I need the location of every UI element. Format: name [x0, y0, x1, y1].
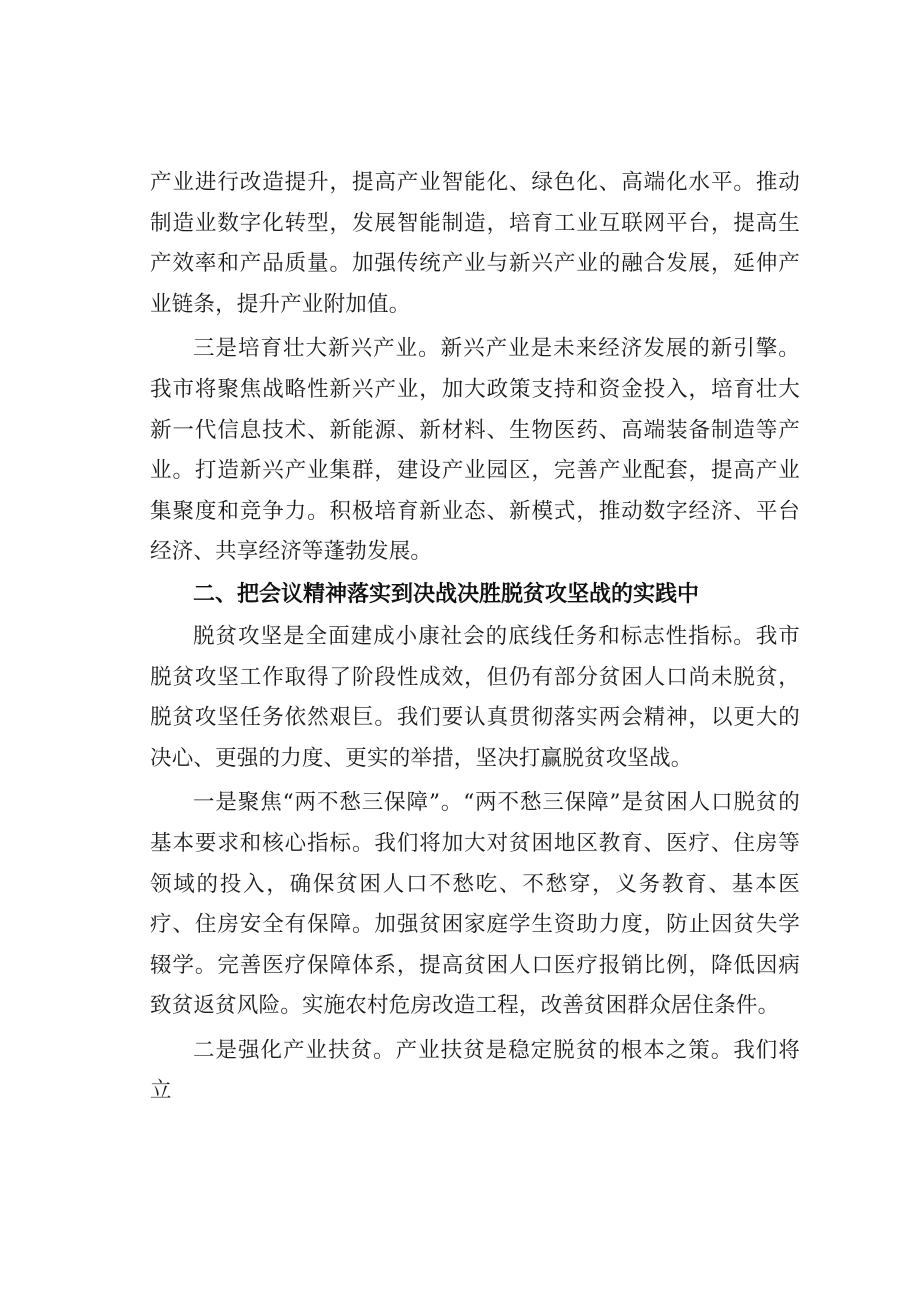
paragraph-industry-poverty: 二是强化产业扶贫。产业扶贫是稳定脱贫的根本之策。我们将立	[150, 1037, 800, 1104]
paragraph-emerging-industries: 三是培育壮大新兴产业。新兴产业是未来经济发展的新引擎。我市将聚焦战略性新兴产业，加大政策支持和资金投入，培育壮大新一代信息技术、新能源、新材料、生物医药、高端装备制造等产业。打造新兴产业集群，建设产业园区，完善产业配套，提高产业集聚度和竞争力。积极培育新业态、新模式，推动数字经济、平台经济、共享经济等蓬勃发展。	[150, 336, 800, 565]
paragraph-poverty-intro: 脱贫攻坚是全面建成小康社会的底线任务和标志性指标。我市脱贫攻坚工作取得了阶段性成效，但仍有部分贫困人口尚未脱贫，脱贫攻坚任务依然艰巨。我们要认真贯彻落实两会精神，以更大的决心、更强的力度、更实的举措，坚决打赢脱贫攻坚战。	[150, 623, 800, 771]
paragraph-continuation: 产业进行改造提升，提高产业智能化、绿色化、高端化水平。推动制造业数字化转型，发展智能制造，培育工业互联网平台，提高生产效率和产品质量。加强传统产业与新兴产业的融合发展，延伸产业链条，提升产业附加值。	[150, 170, 800, 317]
paragraph-two-guarantees: 一是聚焦“两不愁三保障”。“两不愁三保障”是贫困人口脱贫的基本要求和核心指标。我们将加大对贫困地区教育、医疗、住房等领域的投入，确保贫困人口不愁吃、不愁穿，义务教育、基本医疗、住房安全有保障。加强贫困家庭学生资助力度，防止因贫失学辍学。完善医疗保障体系，提高贫困人口医疗报销比例，降低因病致贫返贫风险。实施农村危房改造工程，改善贫困群众居住条件。	[150, 790, 800, 1019]
document-body	[150, 163, 800, 1112]
section-heading: 二、把会议精神落实到决战决胜脱贫攻坚战的实践中	[193, 581, 700, 607]
